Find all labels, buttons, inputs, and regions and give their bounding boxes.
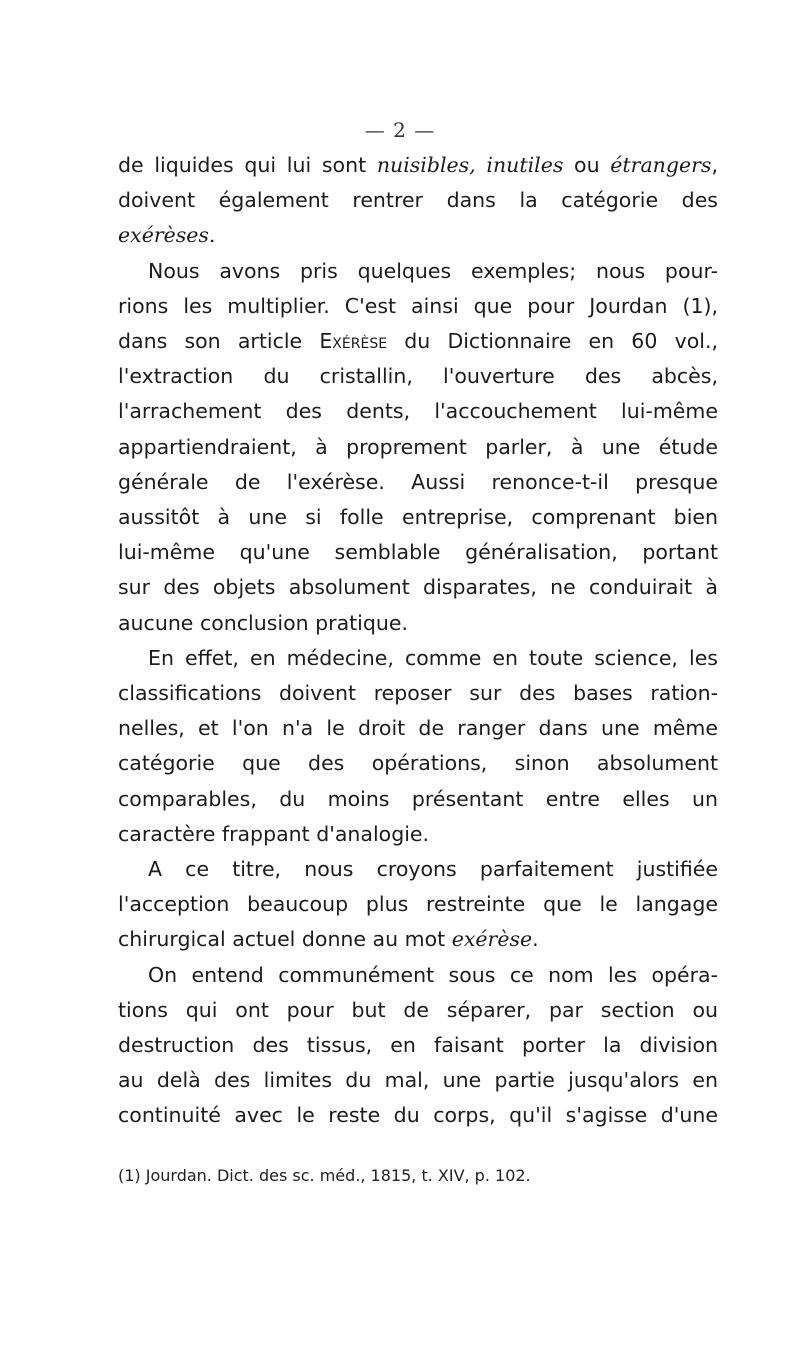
text-line: comparables, du moins présentant entre elles un: [118, 786, 718, 811]
text-line: chirurgical actuel donne au mot exérèse.: [118, 927, 539, 952]
text-line: nelles, et l'on n'a le droit de ranger dans une même: [118, 716, 718, 741]
text-line: continuité avec le reste du corps, qu'il s'agisse d'une: [118, 1103, 718, 1128]
text-line: exérèses.: [118, 223, 216, 248]
page-number: — 2 —: [364, 118, 436, 142]
text-line: sur des objets absolument disparates, ne conduirait à: [118, 575, 718, 600]
text-line: dans son article Exérèse du Dictionnaire en 60 vol.,: [118, 329, 718, 354]
text-line: aucune conclusion pratique.: [118, 610, 409, 635]
text-line: Nous avons pris quelques exemples; nous pour-: [148, 258, 718, 283]
text-line: catégorie que des opérations, sinon absolument: [118, 751, 718, 776]
text-line: lui-même qu'une semblable généralisation, portant: [118, 540, 718, 565]
text-line: au delà des limites du mal, une partie jusqu'alors en: [118, 1068, 718, 1093]
text-line: rions les multiplier. C'est ainsi que pour Jourdan (1),: [118, 293, 718, 318]
text-line: destruction des tissus, en faisant porter la division: [118, 1033, 718, 1058]
text-line: tions qui ont pour but de séparer, par section ou: [118, 997, 718, 1022]
text-line: En effet, en médecine, comme en toute science, les: [148, 645, 718, 670]
body-text: [118, 148, 718, 1134]
text-line: l'extraction du cristallin, l'ouverture des abcès,: [118, 364, 718, 389]
text-line: A ce titre, nous croyons parfaitement justifiée: [148, 857, 718, 882]
text-line: de liquides qui lui sont nuisibles, inutiles ou étrangers,: [118, 153, 718, 177]
text-line: On entend communément sous ce nom les opéra-: [148, 962, 718, 987]
footnote: (1) Jourdan. Dict. des sc. méd., 1815, t. XIV, p. 102.: [118, 1166, 531, 1185]
text-line: caractère frappant d'analogie.: [118, 821, 430, 846]
text-line: aussitôt à une si folle entreprise, comprenant bien: [118, 505, 718, 530]
text-line: l'arrachement des dents, l'accouchement lui-même: [118, 399, 718, 424]
text-line: l'acception beaucoup plus restreinte que le langage: [118, 892, 718, 917]
text-line: doivent également rentrer dans la catégorie des: [118, 188, 718, 213]
text-line: classifications doivent reposer sur des bases ration-: [118, 681, 718, 706]
text-line: générale de l'exérèse. Aussi renonce-t-il presque: [118, 469, 718, 494]
text-line: appartiendraient, à proprement parler, à une étude: [118, 434, 718, 459]
